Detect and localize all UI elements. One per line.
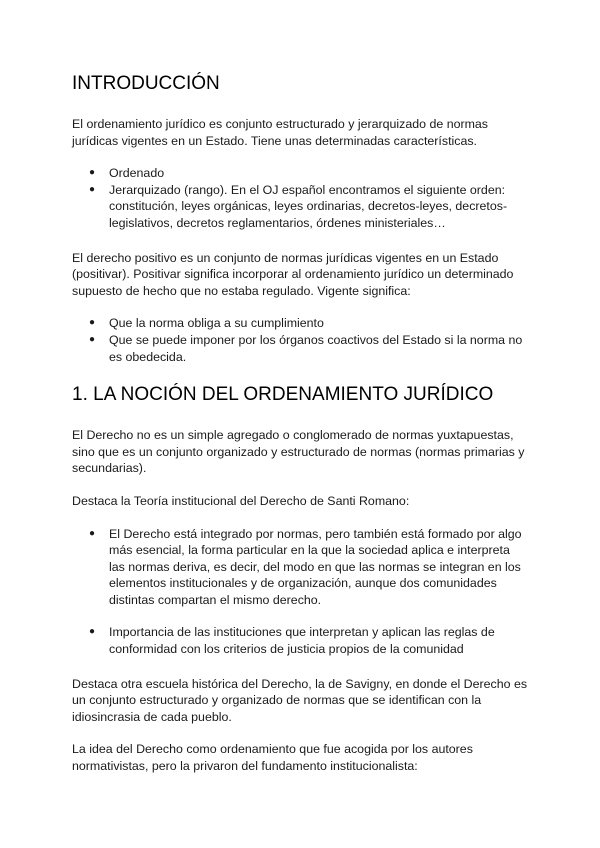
bullet-icon: ● <box>89 527 96 539</box>
bullet-icon: ● <box>89 333 96 345</box>
list-item: ● Ordenado <box>89 166 165 181</box>
list-item: ● Importancia de las instituciones que interpretan y aplican las reglas de conformidad con los criterios de justicia propios de la comunidad <box>89 625 495 657</box>
list-vigente <box>72 315 528 365</box>
paragraph-derecho-positivo: El derecho positivo es un conjunto de normas jurídicas vigentes en un Estado (positivar). Positivar significa incorporar al ordenamiento jurídico un determinado supuesto de hecho que no estaba regulado. Vigente significa: <box>72 250 514 298</box>
bullet-icon: ● <box>89 626 96 638</box>
list-item: ● Que la norma obliga a su cumplimiento <box>89 316 324 331</box>
heading-section-1: 1. LA NOCIÓN DEL ORDENAMIENTO JURÍDICO <box>72 384 494 406</box>
paragraph-ordenamiento: El ordenamiento jurídico es conjunto estructurado y jerarquizado de normas jurídicas vigentes en un Estado. Tiene unas determinadas características. <box>72 117 489 148</box>
paragraph-derecho-conjunto: El Derecho no es un simple agregado o conglomerado de normas yuxtapuestas, sino que es un conjunto organizado y estructurado de normas (normas primarias y secundarias). <box>72 428 525 476</box>
list-teoria-institucional <box>72 526 528 658</box>
heading-introduccion: INTRODUCCIÓN <box>72 73 220 94</box>
bullet-icon: ● <box>89 183 96 195</box>
bullet-icon: ● <box>89 167 96 179</box>
list-spacer <box>72 608 528 624</box>
paragraph-santi-romano: Destaca la Teoría institucional del Derecho de Santi Romano: <box>72 493 410 508</box>
list-caracteristicas <box>72 165 528 231</box>
list-item: ● Jerarquizado (rango). En el OJ español encontramos el siguiente orden: constitución, leyes orgánicas, leyes ordinarias, decretos-leyes, decretos-legislativos, decretos reglamentarios, órdenes ministeriales… <box>89 182 508 230</box>
list-item: ● Que se puede imponer por los órganos coactivos del Estado si la norma no es obedecida. <box>89 332 523 364</box>
paragraph-savigny: Destaca otra escuela histórica del Derecho, la de Savigny, en donde el Derecho es un conjunto estructurado y organizado de normas que se identifican con la idiosincrasia de cada pueblo. <box>72 676 528 724</box>
bullet-icon: ● <box>89 317 96 329</box>
list-item: ● El Derecho está integrado por normas, pero también está formado por algo más esencial, la forma particular en la que la sociedad aplica e interpreta las normas deriva, es decir, del modo en que las normas se integran en los elementos institucionales y de organización, aunque dos comunidades distintas compartan el mismo derecho. <box>89 526 522 607</box>
paragraph-normativistas: La idea del Derecho como ordenamiento que fue acogida por los autores normativistas, pero la privaron del fundamento institucionalista: <box>72 742 473 774</box>
